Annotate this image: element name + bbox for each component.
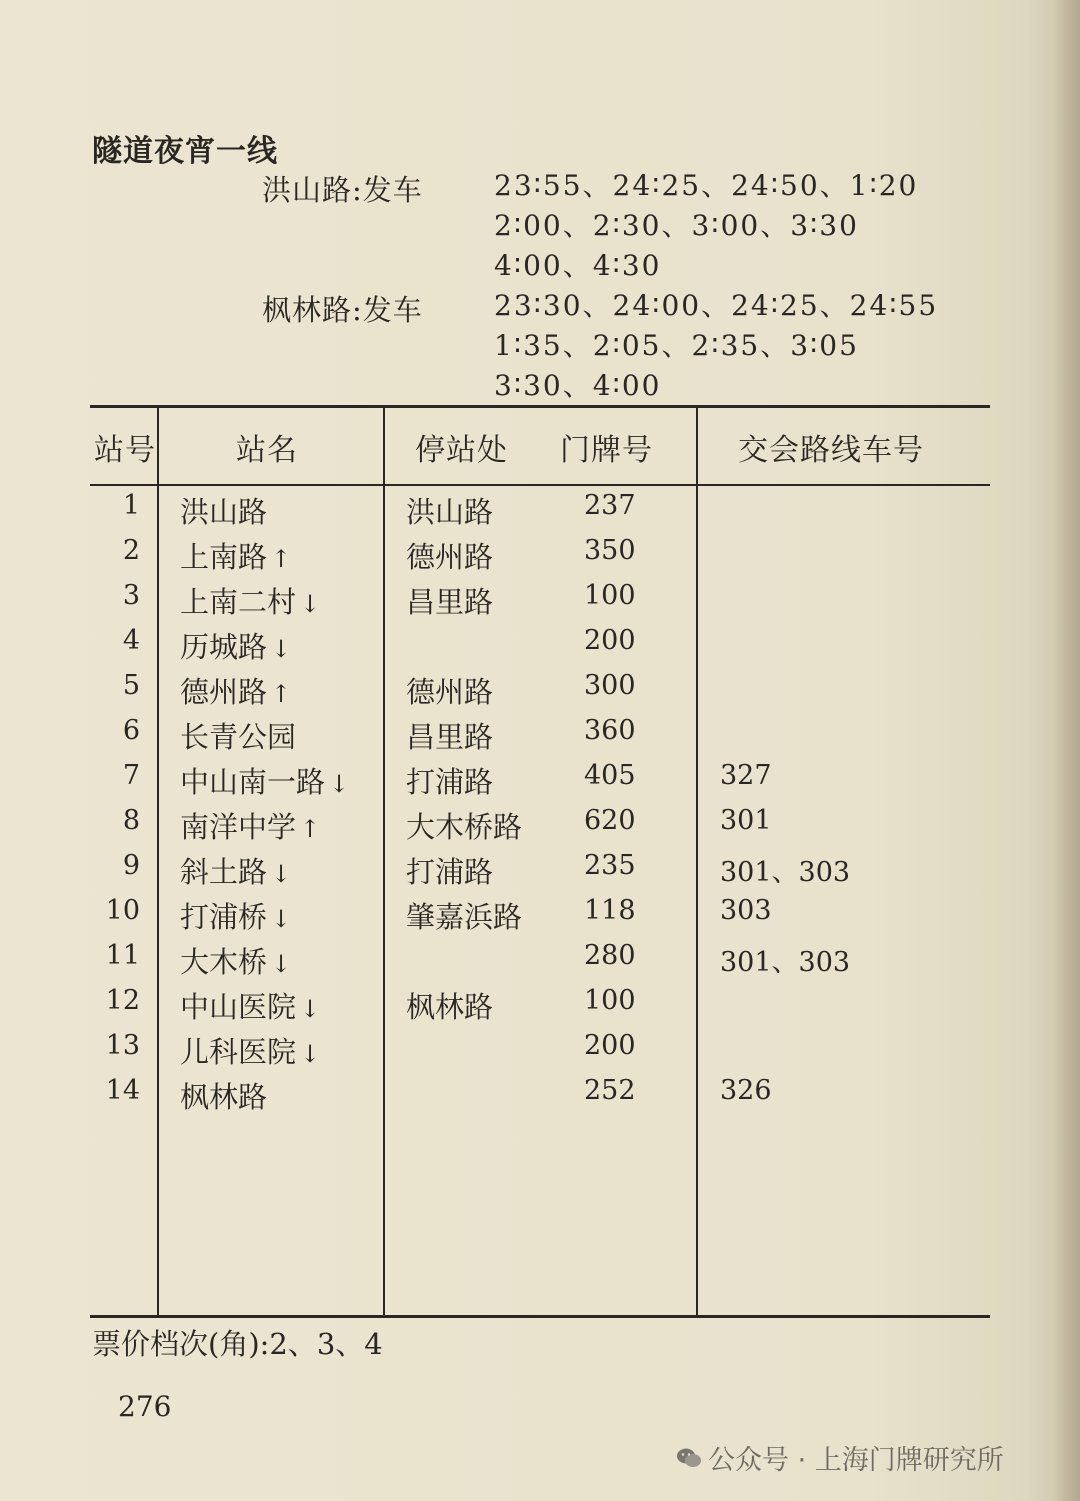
row-door-number: 280 — [584, 940, 636, 971]
row-station-name — [180, 1030, 320, 1071]
schedule-line: 2∶00、2∶30、3∶00、3∶30 — [494, 209, 859, 242]
row-station-no: 4 — [122, 625, 140, 656]
schedule-times-hongshan — [494, 166, 918, 286]
row-station-no: 7 — [122, 760, 140, 791]
page-number: 276 — [118, 1390, 172, 1423]
direction-arrow: ↓ — [271, 905, 292, 933]
row-station-name — [180, 715, 300, 756]
direction-arrow: ↓ — [271, 860, 292, 888]
row-station-name — [180, 805, 320, 846]
table-col-divider — [157, 407, 159, 1315]
row-door-number: 405 — [584, 760, 636, 791]
table-top-rule — [90, 405, 990, 408]
station-name-text: 枫林路 — [180, 1080, 268, 1114]
row-station-name — [180, 490, 271, 531]
station-name-text: 中山南一路 — [180, 765, 326, 799]
row-station-no: 10 — [105, 895, 140, 926]
row-transfer-lines: 301、303 — [720, 947, 851, 978]
row-station-name — [180, 985, 320, 1026]
header-transfer-lines: 交会路线车号 — [738, 433, 924, 468]
direction-arrow: ↓ — [300, 995, 321, 1023]
schedule-line: 1∶35、2∶05、2∶35、3∶05 — [494, 329, 859, 362]
watermark — [676, 1438, 1004, 1477]
route-title: 隧道夜宵一线 — [92, 134, 278, 169]
row-station-no: 3 — [122, 580, 140, 611]
station-name-text: 德州路 — [180, 675, 268, 709]
table-col-divider — [696, 407, 698, 1315]
station-name-text: 大木桥 — [180, 945, 268, 979]
fare-levels: 票价档次(角):2、3、4 — [92, 1327, 383, 1361]
schedule-line: 3∶30、4∶00 — [494, 369, 662, 402]
schedule-line: 4∶00、4∶30 — [494, 249, 662, 282]
row-door-number: 252 — [584, 1075, 636, 1106]
row-door-number: 200 — [584, 625, 636, 656]
row-station-name — [180, 850, 291, 891]
row-transfer-lines: 301、303 — [720, 857, 851, 888]
direction-arrow: ↓ — [271, 635, 292, 663]
row-door-number: 100 — [584, 580, 636, 611]
page-edge-shadow — [1052, 0, 1080, 1501]
header-station-name: 站名 — [236, 433, 298, 468]
row-station-no: 1 — [122, 490, 140, 521]
direction-arrow: ↓ — [300, 1040, 321, 1068]
row-door-number: 300 — [584, 670, 636, 701]
row-door-number: 200 — [584, 1030, 636, 1061]
row-station-name — [180, 670, 291, 711]
station-name-text: 长青公园 — [180, 720, 297, 754]
row-transfer-lines: 303 — [720, 895, 772, 926]
direction-arrow: ↑ — [300, 815, 321, 843]
schedule-label-fenglin: 枫林路:发车 — [262, 293, 423, 327]
row-station-name — [180, 1075, 271, 1116]
row-station-no: 2 — [122, 535, 140, 566]
row-transfer-lines: 327 — [720, 760, 772, 791]
station-name-text: 斜土路 — [180, 855, 268, 889]
station-name-text: 南洋中学 — [180, 810, 297, 844]
wechat-icon — [676, 1447, 702, 1469]
row-station-name — [180, 940, 291, 981]
header-station-no: 站号 — [94, 433, 156, 468]
row-station-no: 5 — [122, 670, 140, 701]
row-door-number: 620 — [584, 805, 636, 836]
station-name-text: 洪山路 — [180, 495, 268, 529]
row-station-name — [180, 535, 291, 576]
schedule-line: 23∶55、24∶25、24∶50、1∶20 — [494, 169, 919, 202]
row-station-name — [180, 625, 291, 666]
table-bottom-rule — [90, 1315, 990, 1318]
header-stop-location: 停站处 — [415, 433, 508, 468]
direction-arrow: ↑ — [271, 680, 292, 708]
row-stop-location: 德州路 — [406, 540, 494, 574]
station-name-text: 儿科医院 — [180, 1035, 297, 1069]
row-stop-location: 洪山路 — [406, 495, 494, 529]
row-stop-location: 枫林路 — [406, 990, 494, 1024]
table-header-rule — [90, 484, 990, 486]
station-name-text: 上南路 — [180, 540, 268, 574]
schedule-label-hongshan: 洪山路:发车 — [262, 173, 423, 207]
row-stop-location: 昌里路 — [406, 720, 494, 754]
direction-arrow: ↓ — [271, 950, 292, 978]
direction-arrow: ↓ — [329, 770, 350, 798]
row-door-number: 360 — [584, 715, 636, 746]
row-station-no: 8 — [122, 805, 140, 836]
row-transfer-lines: 326 — [720, 1075, 772, 1106]
row-station-name — [180, 895, 291, 936]
station-name-text: 上南二村 — [180, 585, 297, 619]
row-door-number: 235 — [584, 850, 636, 881]
row-door-number: 100 — [584, 985, 636, 1016]
row-stop-location: 打浦路 — [406, 855, 494, 889]
schedule-line: 23∶30、24∶00、24∶25、24∶55 — [494, 289, 939, 322]
watermark-text: 公众号 · 上海门牌研究所 — [708, 1445, 1004, 1476]
row-door-number: 350 — [584, 535, 636, 566]
row-station-no: 12 — [105, 985, 140, 1016]
row-station-no: 6 — [122, 715, 140, 746]
row-station-no: 14 — [105, 1075, 140, 1106]
station-name-text: 打浦桥 — [180, 900, 268, 934]
row-stop-location: 昌里路 — [406, 585, 494, 619]
row-station-no: 11 — [105, 940, 140, 971]
station-name-text: 中山医院 — [180, 990, 297, 1024]
schedule-times-fenglin — [494, 286, 938, 406]
row-station-name — [180, 580, 320, 621]
direction-arrow: ↑ — [271, 545, 292, 573]
table-col-divider — [383, 407, 385, 1315]
row-station-name — [180, 760, 349, 801]
station-name-text: 历城路 — [180, 630, 268, 664]
header-door-number: 门牌号 — [560, 433, 653, 468]
row-door-number: 237 — [584, 490, 636, 521]
row-stop-location: 肇嘉浜路 — [406, 900, 523, 934]
row-station-no: 9 — [122, 850, 140, 881]
row-stop-location: 德州路 — [406, 675, 494, 709]
row-station-no: 13 — [105, 1030, 140, 1061]
row-stop-location: 大木桥路 — [406, 810, 523, 844]
row-transfer-lines: 301 — [720, 805, 772, 836]
row-stop-location: 打浦路 — [406, 765, 494, 799]
row-door-number: 118 — [584, 895, 636, 926]
direction-arrow: ↓ — [300, 590, 321, 618]
